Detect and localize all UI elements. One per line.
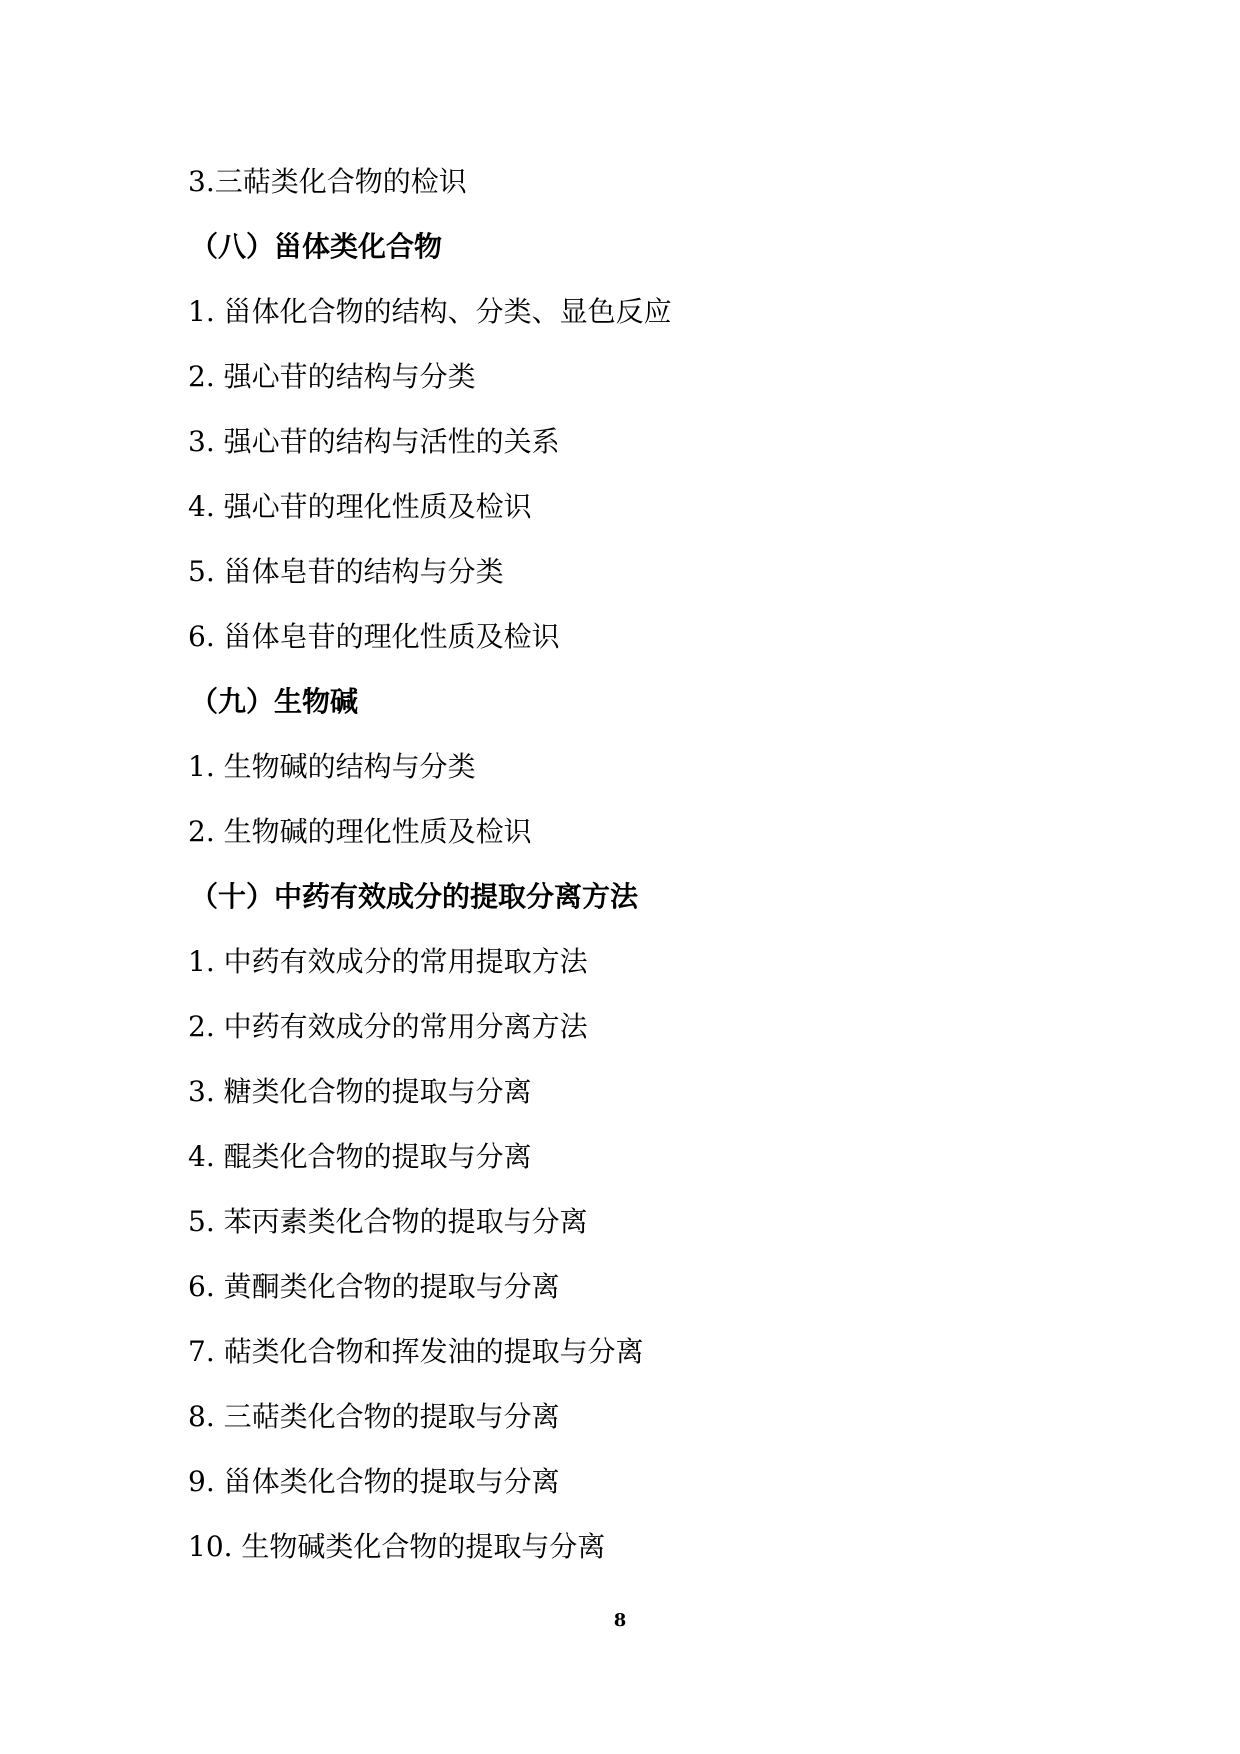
list-item: 1. 生物碱的结构与分类	[188, 750, 476, 783]
section-heading: （十）中药有效成分的提取分离方法	[190, 880, 639, 913]
list-item: 3. 糖类化合物的提取与分离	[188, 1075, 532, 1108]
list-item: 2. 强心苷的结构与分类	[188, 360, 476, 393]
list-item: 6. 甾体皂苷的理化性质及检识	[188, 620, 560, 653]
section-heading: （八）甾体类化合物	[190, 230, 443, 263]
section-heading: （九）生物碱	[190, 685, 359, 718]
list-item: 1. 中药有效成分的常用提取方法	[188, 945, 588, 978]
list-item: 6. 黄酮类化合物的提取与分离	[188, 1270, 560, 1303]
list-item: 10. 生物碱类化合物的提取与分离	[188, 1530, 606, 1563]
list-item: 7. 萜类化合物和挥发油的提取与分离	[188, 1335, 644, 1368]
list-item: 5. 苯丙素类化合物的提取与分离	[188, 1205, 588, 1238]
list-item: 2. 中药有效成分的常用分离方法	[188, 1010, 588, 1043]
page-number: 8	[613, 1610, 627, 1631]
list-item: 2. 生物碱的理化性质及检识	[188, 815, 532, 848]
list-item: 9. 甾体类化合物的提取与分离	[188, 1465, 560, 1498]
list-item: 5. 甾体皂苷的结构与分类	[188, 555, 504, 588]
list-item: 8. 三萜类化合物的提取与分离	[188, 1400, 560, 1433]
list-item: 4. 强心苷的理化性质及检识	[188, 490, 532, 523]
list-item: 3.三萜类化合物的检识	[188, 165, 467, 198]
list-item: 4. 醌类化合物的提取与分离	[188, 1140, 532, 1173]
list-item: 3. 强心苷的结构与活性的关系	[188, 425, 560, 458]
list-item: 1. 甾体化合物的结构、分类、显色反应	[188, 295, 672, 328]
